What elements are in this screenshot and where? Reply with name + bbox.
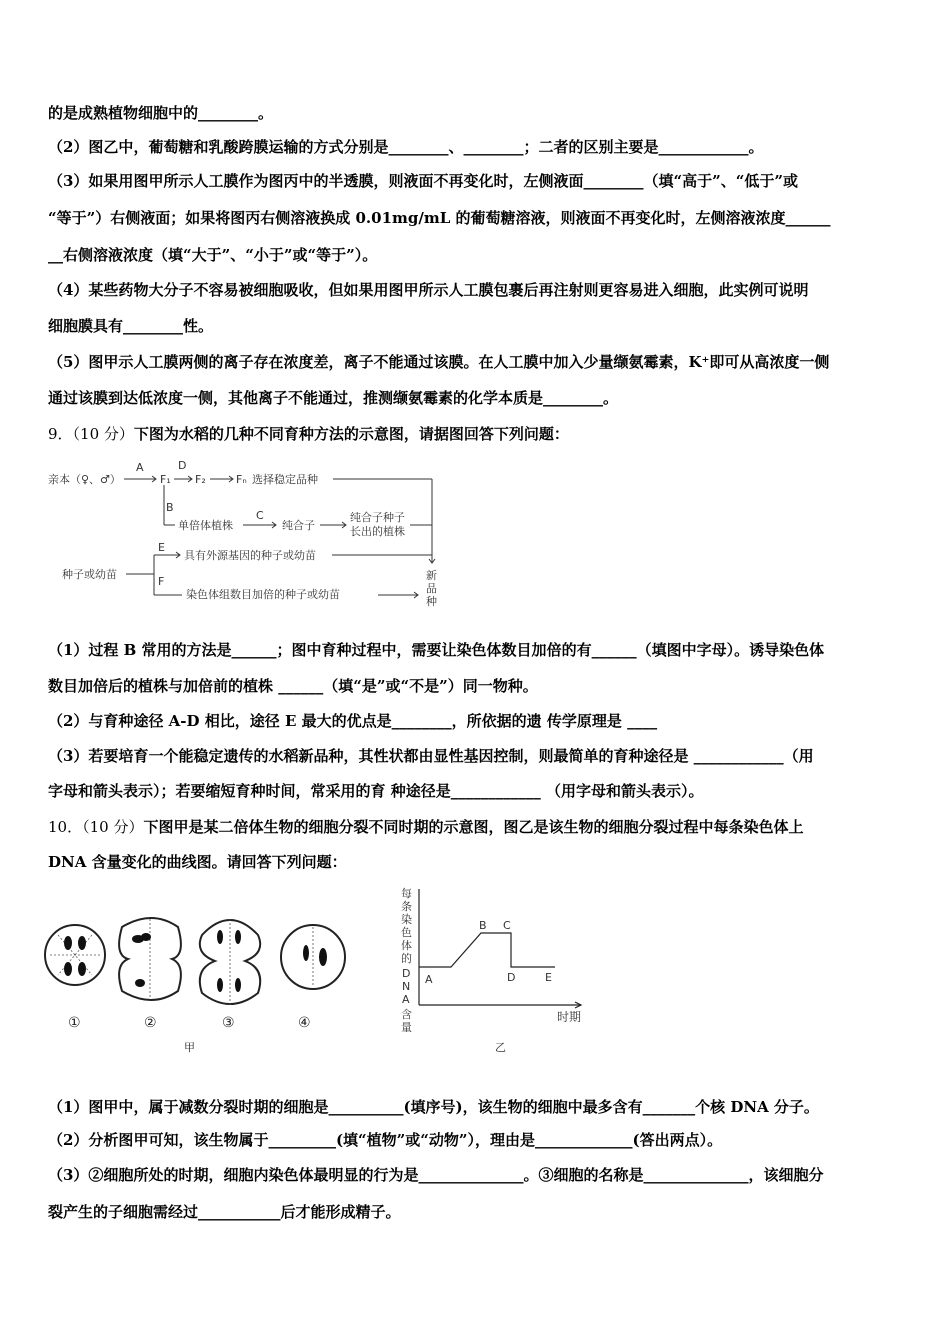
- graph-ylabel-8: N: [402, 980, 411, 993]
- diagram-label-d: D: [178, 459, 187, 472]
- diagram-select: 选择稳定品种: [252, 473, 318, 486]
- graph-ylabel-9: A: [402, 993, 410, 1006]
- cell-label-3: ③: [222, 1015, 235, 1031]
- diagram-label-b: B: [166, 501, 174, 514]
- q10-stem: 下图甲是某二倍体生物的细胞分裂不同时期的示意图，图乙是该生物的细胞分裂过程中每条染色体上: [143, 818, 804, 836]
- graph-ylabel-10: 含: [401, 1008, 412, 1021]
- diagram-pure-seed-1: 纯合子种子: [350, 511, 405, 524]
- breeding-diagram: [40, 455, 460, 615]
- diagram-label-e: E: [158, 541, 165, 554]
- q8-line-1: 的是成熟植物细胞中的________。: [48, 104, 274, 122]
- graph-ylabel-11: 量: [401, 1021, 412, 1034]
- dna-content-graph: [395, 885, 595, 1055]
- graph-ylabel-1: 每: [401, 887, 412, 900]
- diagram-pure-seed-2: 长出的植株: [350, 525, 405, 538]
- q8-line-4: “等于”）右侧液面；如果将图丙右侧溶液换成 0.01mg/mL 的葡萄糖溶液，则液面不再变化时，左侧溶液浓度______: [48, 209, 831, 227]
- q8-line-6: （4）某些药物大分子不容易被细胞吸收，但如果用图甲所示人工膜包裹后再注射则更容易进入细胞，此实例可说明: [48, 281, 809, 299]
- q8-line-8: （5）图甲示人工膜两侧的离子存在浓度差，离子不能通过该膜。在人工膜中加入少量缬氨霉素，K⁺即可从高浓度一侧: [48, 353, 830, 371]
- q9-header: [48, 424, 569, 444]
- diagram-label-a: A: [136, 461, 144, 474]
- q10-line-4: 裂产生的子细胞需经过___________后才能形成精子。: [48, 1203, 401, 1221]
- q9-number: 9．: [48, 425, 73, 443]
- cell-label-2: ②: [144, 1015, 157, 1031]
- q8-line-9: 通过该膜到达低浓度一侧，其他离子不能通过，推测缬氨霉素的化学本质是________。: [48, 389, 619, 407]
- q10-score: （10 分）: [82, 818, 144, 836]
- diagram-foreign: 具有外源基因的种子或幼苗: [184, 549, 316, 562]
- diagram-seed: 种子或幼苗: [62, 568, 117, 581]
- q9-line-1: （1）过程 B 常用的方法是______；图中育种过程中，需要让染色体数目加倍的有______（填图中字母）。诱导染色体: [48, 641, 825, 659]
- graph-ylabel-2: 条: [401, 900, 412, 913]
- q10-line-3: （3）②细胞所处的时期，细胞内染色体最明显的行为是______________。③细胞的名称是______________，该细胞分: [48, 1166, 824, 1184]
- diagram-parent: 亲本（♀、♂）: [48, 473, 121, 486]
- dna-curve: [419, 933, 555, 967]
- graph-ylabel-7: D: [402, 967, 411, 980]
- cell-label-1: ①: [68, 1015, 81, 1031]
- q8-line-2: （2）图乙中，葡萄糖和乳酸跨膜运输的方式分别是________、________；二者的区别主要是____________。: [48, 138, 764, 156]
- diagram-doubled: 染色体组数目加倍的种子或幼苗: [186, 588, 340, 601]
- q10-line-2: （2）分析图甲可知，该生物属于_________(填“植物”或“动物”），理由是_____________(答出两点）。: [48, 1131, 723, 1149]
- diagram-label-c: C: [256, 509, 264, 522]
- q9-line-2: 数目加倍后的植株与加倍前的植株 ______（填“是”或“不是”）同一物种。: [48, 677, 538, 695]
- graph-point-e: E: [545, 971, 552, 984]
- graph-xlabel: 时期: [557, 1010, 582, 1024]
- graph-ylabel-4: 色: [401, 926, 412, 939]
- graph-point-d: D: [507, 971, 516, 984]
- graph-point-a: A: [425, 973, 433, 986]
- diagram-pure: 纯合子: [282, 519, 315, 532]
- q10-header: [48, 817, 803, 837]
- q9-score: （10 分）: [72, 425, 134, 443]
- q10-number: 10．: [48, 818, 83, 836]
- q9-line-5: 字母和箭头表示）；若要缩短育种时间，常采用的育 种途径是____________ （用字母和箭头表示）。: [48, 782, 704, 800]
- q10-stem-2: DNA 含量变化的曲线图。请回答下列问题：: [48, 853, 347, 871]
- diagram-f2: F₂: [195, 473, 206, 486]
- q8-line-5: __右侧溶液浓度（填“大于”、“小于”或“等于”）。: [48, 246, 378, 264]
- q9-stem: 下图为水稻的几种不同育种方法的示意图，请据图回答下列问题：: [133, 425, 569, 443]
- q8-line-3: （3）如果用图甲所示人工膜作为图丙中的半透膜，则液面不再变化时，左侧液面________（填“高于”、“低于”或: [48, 172, 798, 190]
- q8-line-7: 细胞膜具有________性。: [48, 317, 214, 335]
- diagram-haploid: 单倍体植株: [178, 519, 233, 532]
- cell-label-4: ④: [298, 1015, 311, 1031]
- graph-ylabel-5: 体: [401, 939, 412, 952]
- graph-point-c: C: [503, 919, 511, 932]
- figure-label-jia: 甲: [184, 1041, 195, 1054]
- diagram-fn: Fₙ: [236, 473, 247, 486]
- cell-division-figure: [40, 905, 360, 1055]
- graph-point-b: B: [479, 919, 487, 932]
- graph-ylabel-6: 的: [401, 952, 412, 965]
- q10-line-1: （1）图甲中，属于减数分裂时期的细胞是__________(填序号)，该生物的细胞中最多含有_______个核 DNA 分子。: [48, 1098, 819, 1116]
- diagram-new-1: 新: [426, 569, 437, 582]
- figure-label-yi: 乙: [495, 1041, 506, 1054]
- q9-line-4: （3）若要培育一个能稳定遗传的水稻新品种，其性状都由显性基因控制，则最简单的育种途径是 ____________（用: [48, 747, 814, 765]
- diagram-f1: F₁: [160, 473, 171, 486]
- q9-line-3: （2）与育种途径 A-D 相比，途径 E 最大的优点是________，所依据的遗 传学原理是 ____: [48, 712, 658, 730]
- graph-ylabel-3: 染: [401, 913, 412, 926]
- diagram-label-f: F: [158, 575, 165, 588]
- diagram-new-2: 品: [426, 582, 437, 595]
- diagram-new-3: 种: [426, 595, 437, 608]
